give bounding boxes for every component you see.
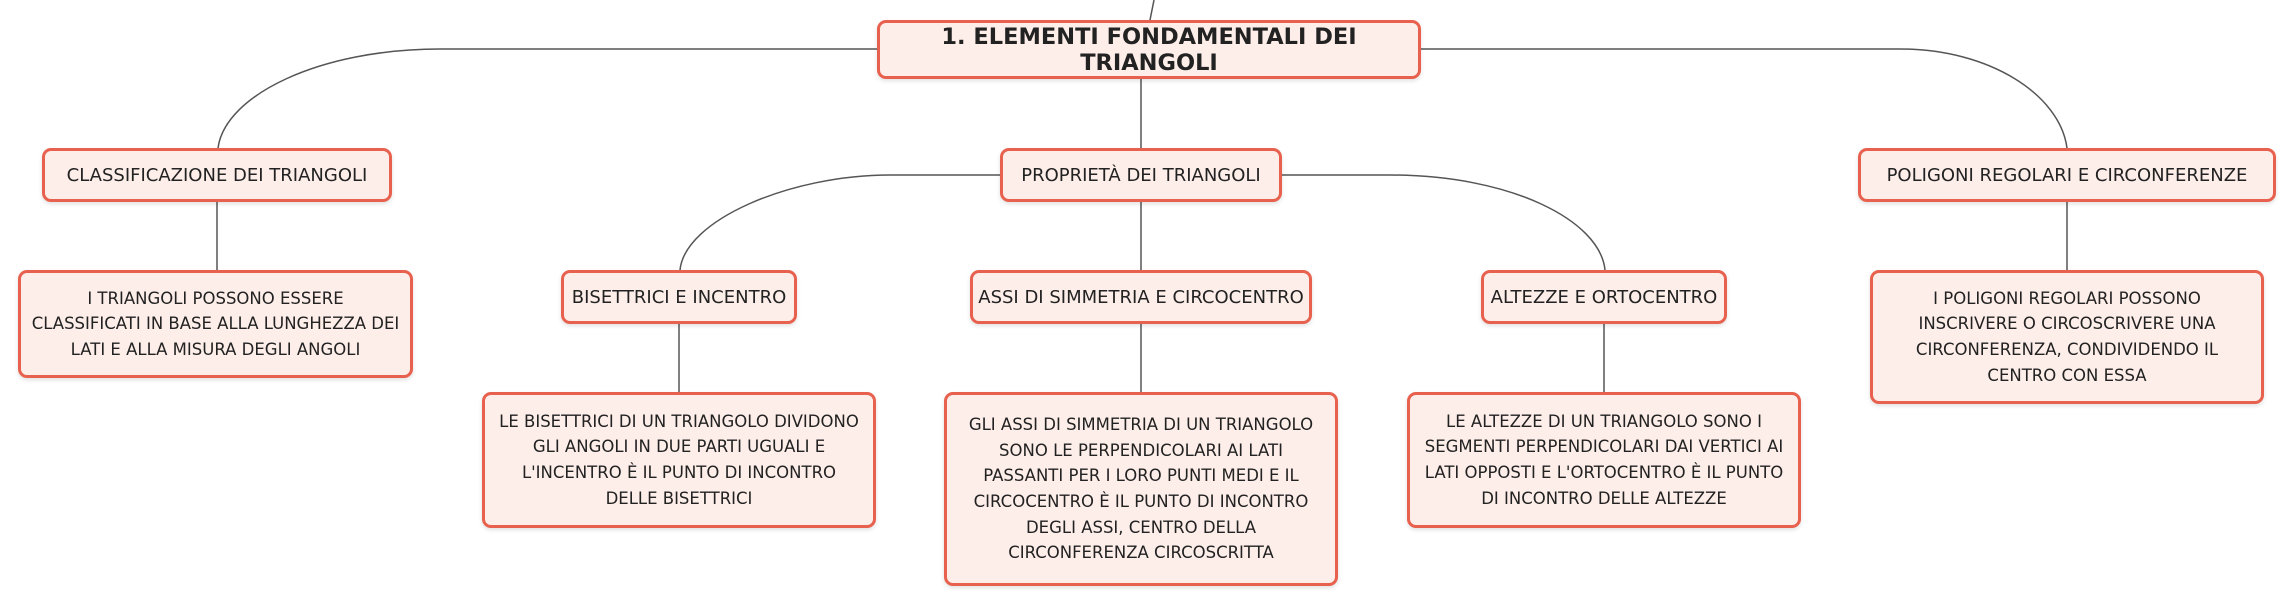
- node-altezze[interactable]: [1481, 270, 1727, 324]
- connector-root-parent: [1150, 0, 1154, 20]
- note-assi-text: GLI ASSI DI SIMMETRIA DI UN TRIANGOLO SONO LE PERPENDICOLARI AI LATI PASSANTI PER I LORO PUNTI MEDI E IL CIRCOCENTRO È IL PUNTO DI INCONTRO DEGLI ASSI, CENTRO DELLA CIRCONFERENZA CIRCOSCRITTA: [968, 415, 1314, 563]
- connector-proprieta-bisettrici: [680, 175, 1000, 270]
- note-classificazione[interactable]: [18, 270, 413, 378]
- note-classificazione-text: I TRIANGOLI POSSONO ESSERE CLASSIFICATI IN BASE ALLA LUNGHEZZA DEI LATI E ALLA MISURA DEGLI ANGOLI: [31, 288, 400, 359]
- note-altezze[interactable]: [1407, 392, 1801, 528]
- node-classificazione[interactable]: [42, 148, 392, 202]
- note-altezze-text: LE ALTEZZE DI UN TRIANGOLO SONO I SEGMENTI PERPENDICOLARI DAI VERTICI AI LATI OPPOSTI E L'ORTOCENTRO È IL PUNTO DI INCONTRO DELLE ALTEZZE: [1424, 411, 1784, 508]
- node-assi-label: ASSI DI SIMMETRIA E CIRCOCENTRO: [978, 286, 1304, 308]
- connector-root-poligoni: [1421, 49, 2067, 148]
- node-assi[interactable]: [970, 270, 1312, 324]
- root-node[interactable]: [877, 20, 1421, 79]
- node-altezze-label: ALTEZZE E ORTOCENTRO: [1490, 286, 1718, 308]
- note-bisettrici-text: LE BISETTRICI DI UN TRIANGOLO DIVIDONO GLI ANGOLI IN DUE PARTI UGUALI E L'INCENTRO È IL PUNTO DI INCONTRO DELLE BISETTRICI: [499, 411, 859, 508]
- note-bisettrici[interactable]: [482, 392, 876, 528]
- node-proprieta[interactable]: [1000, 148, 1282, 202]
- node-proprieta-label: PROPRIETÀ DEI TRIANGOLI: [1021, 164, 1261, 186]
- node-poligoni-label: POLIGONI REGOLARI E CIRCONFERENZE: [1886, 164, 2248, 186]
- node-bisettrici-label: BISETTRICI E INCENTRO: [571, 286, 787, 308]
- node-bisettrici[interactable]: [561, 270, 797, 324]
- connector-root-classificazione: [218, 49, 877, 148]
- note-poligoni[interactable]: [1870, 270, 2264, 404]
- connector-proprieta-altezze: [1282, 175, 1605, 270]
- note-assi[interactable]: [944, 392, 1338, 586]
- node-poligoni[interactable]: [1858, 148, 2276, 202]
- root-label: 1. ELEMENTI FONDAMENTALI DEI TRIANGOLI: [941, 23, 1357, 76]
- node-classificazione-label: CLASSIFICAZIONE DEI TRIANGOLI: [66, 164, 368, 186]
- note-poligoni-text: I POLIGONI REGOLARI POSSONO INSCRIVERE O CIRCOSCRIVERE UNA CIRCONFERENZA, CONDIVIDENDO IL CENTRO CON ESSA: [1915, 288, 2219, 385]
